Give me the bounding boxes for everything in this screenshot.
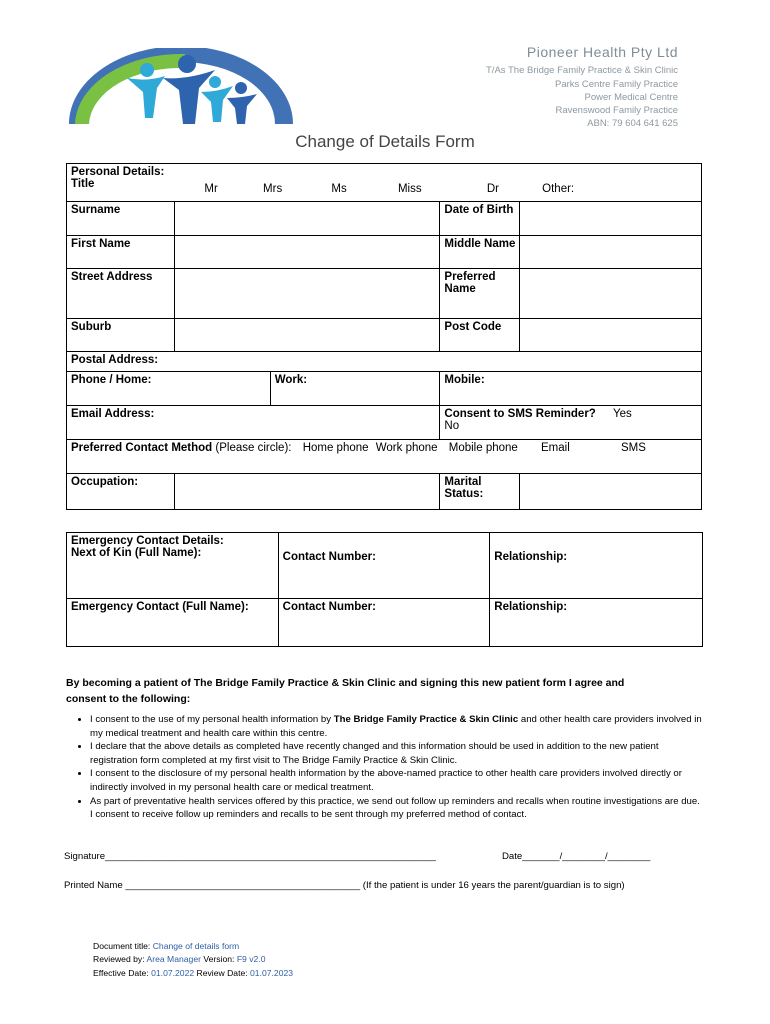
dob-label: Date of Birth xyxy=(440,202,520,236)
dob-field[interactable] xyxy=(520,202,702,236)
emergency-section-heading: Emergency Contact Details: xyxy=(71,535,224,547)
suburb-field[interactable] xyxy=(174,319,439,352)
signature-line[interactable]: Signature______________________________________________________________ xyxy=(64,851,436,862)
org-name: Pioneer Health Pty Ltd xyxy=(526,44,678,60)
printed-name-line[interactable]: Printed Name ____________________________________________ (If the patient is under 16 years the parent/guardian is to sign) xyxy=(64,880,625,891)
doc-title-value: Change of details form xyxy=(152,941,240,951)
sms-consent-cell xyxy=(440,406,702,440)
phone-home-field[interactable]: Phone / Home: xyxy=(67,372,271,406)
effective-value: 01.07.2022 xyxy=(151,967,195,978)
occupation-field[interactable] xyxy=(174,474,439,510)
personal-details-table xyxy=(66,163,702,510)
title-options xyxy=(174,164,701,202)
date-line[interactable]: Date_______/________/________ xyxy=(502,851,651,862)
contact-option-home-phone[interactable]: Home phone xyxy=(302,442,369,454)
document-footer xyxy=(93,940,293,980)
emergency-contact-field[interactable]: Emergency Contact (Full Name): xyxy=(67,599,279,647)
header-line-ravenswood: Ravenswood Family Practice xyxy=(555,105,678,116)
effective-label: Effective Date: xyxy=(93,967,152,978)
contact-option-email[interactable]: Email xyxy=(541,442,570,454)
header-line-abn: ABN: 79 604 641 625 xyxy=(587,118,678,129)
middle-name-field[interactable] xyxy=(520,236,702,269)
sms-consent-no[interactable]: No xyxy=(444,420,460,432)
sms-consent-yes[interactable]: Yes xyxy=(613,408,632,420)
practice-logo xyxy=(65,48,297,126)
consent-list xyxy=(70,713,702,822)
contact-option-work-phone[interactable]: Work phone xyxy=(375,442,438,454)
doc-title-label: Document title: xyxy=(93,941,153,951)
consent-item: • I consent to the use of my personal health information by The Bridge Family Practice & Skin Clinic and other health care providers involved in my medical treatment and health care within this centre. xyxy=(90,713,702,740)
occupation-label: Occupation: xyxy=(67,474,175,510)
reviewed-value: Area Manager xyxy=(146,954,201,965)
next-of-kin-field[interactable] xyxy=(67,533,279,599)
title-option-mr[interactable]: Mr xyxy=(204,183,218,195)
emergency-contact-number-field[interactable]: Contact Number: xyxy=(278,599,490,647)
street-address-label: Street Address xyxy=(67,269,175,319)
kin-relationship-field[interactable]: Relationship: xyxy=(490,533,703,599)
emergency-contact-table xyxy=(66,532,703,647)
surname-label: Surname xyxy=(67,202,175,236)
middle-name-label: Middle Name xyxy=(440,236,520,269)
title-option-mrs[interactable]: Mrs xyxy=(263,183,283,195)
title-option-miss[interactable]: Miss xyxy=(397,183,422,195)
emergency-relationship-field[interactable]: Relationship: xyxy=(490,599,703,647)
version-label: Version: xyxy=(200,954,237,965)
contact-option-mobile-phone[interactable]: Mobile phone xyxy=(448,442,518,454)
contact-option-sms[interactable]: SMS xyxy=(620,442,646,454)
consent-item: • As part of preventative health services offered by this practice, we send out follow up reminders and recalls when routine investigations are due. I consent to receive follow up reminders and recalls to be sent through my preferred method of contact. xyxy=(90,795,702,822)
kin-contact-number-field[interactable]: Contact Number: xyxy=(278,533,490,599)
form-title: Change of Details Form xyxy=(295,132,475,151)
title-label: Title xyxy=(71,178,95,190)
header-line-parks: Parks Centre Family Practice xyxy=(554,79,678,90)
title-option-dr[interactable]: Dr xyxy=(486,183,499,195)
preferred-name-field[interactable] xyxy=(520,269,702,319)
suburb-label: Suburb xyxy=(67,319,175,352)
review-value: 01.07.2023 xyxy=(250,967,294,978)
postal-address-field[interactable]: Postal Address: xyxy=(67,352,702,372)
surname-field[interactable] xyxy=(174,202,439,236)
postcode-field[interactable] xyxy=(520,319,702,352)
work-phone-field[interactable]: Work: xyxy=(270,372,440,406)
personal-section-heading: Personal Details: xyxy=(71,166,165,178)
contact-method-label: Preferred Contact Method xyxy=(71,442,213,454)
contact-method-row xyxy=(67,440,702,474)
postcode-label: Post Code xyxy=(440,319,520,352)
mobile-field[interactable]: Mobile: xyxy=(440,372,702,406)
review-label: Review Date: xyxy=(194,967,251,978)
street-address-field[interactable] xyxy=(174,269,439,319)
marital-status-label: Marital Status: xyxy=(440,474,520,510)
first-name-label: First Name xyxy=(67,236,175,269)
marital-status-field[interactable] xyxy=(520,474,702,510)
consent-item: • I consent to the disclosure of my personal health information by the above-named practice to other health care providers involved directly or indirectly involved in my personal health care or medical treatment. xyxy=(90,767,702,794)
title-option-ms[interactable]: Ms xyxy=(331,183,347,195)
contact-method-hint: (Please circle): xyxy=(215,442,292,454)
next-of-kin-label: Next of Kin (Full Name): xyxy=(71,547,202,559)
consent-item: • I declare that the above details as completed have recently changed and this information should be used in addition to the new patient registration form completed at my first visit to The Bridge Family Practice & Skin Clinic. xyxy=(90,740,702,767)
header-line-trading-as: T/As The Bridge Family Practice & Skin Clinic xyxy=(486,65,678,76)
preferred-name-label: Preferred Name xyxy=(440,269,520,319)
title-option-other[interactable]: Other: xyxy=(542,183,575,195)
header-line-power: Power Medical Centre xyxy=(584,92,678,103)
consent-heading: By becoming a patient of The Bridge Family Practice & Skin Clinic and signing this new patient form I agree and consent to the following: xyxy=(66,677,625,705)
reviewed-label: Reviewed by: xyxy=(93,954,147,965)
first-name-field[interactable] xyxy=(174,236,439,269)
email-field[interactable]: Email Address: xyxy=(67,406,440,440)
sms-consent-label: Consent to SMS Reminder? xyxy=(444,408,596,420)
version-value: F9 v2.0 xyxy=(236,954,266,965)
